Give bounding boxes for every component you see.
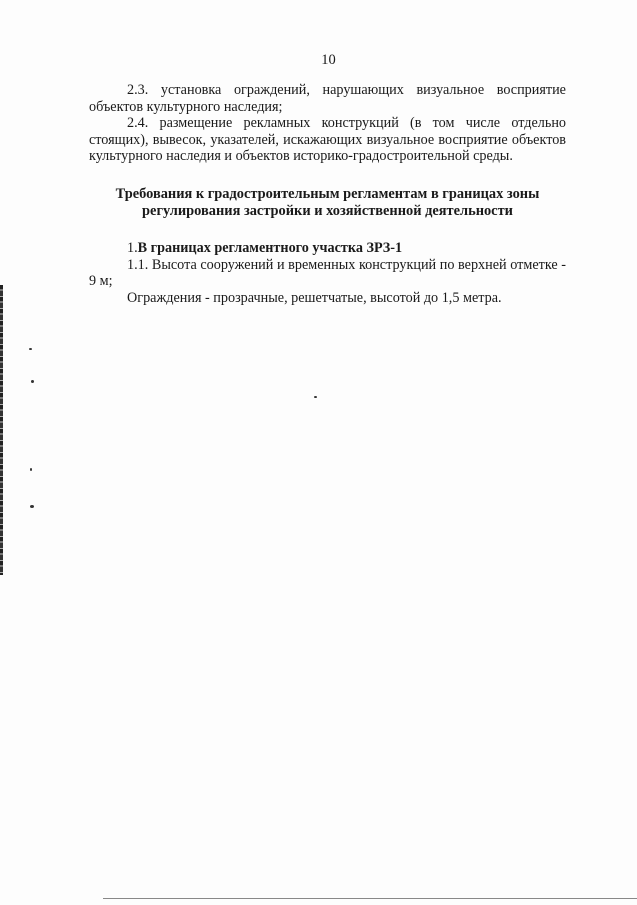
page-number: 10 (321, 52, 336, 68)
scan-speck (30, 505, 34, 508)
list-item-2-3: 2.3. установка ограждений, нарушающих визуальное восприятие объектов культурного наследия; (89, 82, 566, 115)
scan-speck (314, 396, 317, 398)
regulation-item-1-1: 1.1. Высота сооружений и временных конструкций по верхней отметке - 9 м; (89, 256, 566, 290)
section-heading: Требования к градостроительным регламентам в границах зоны регулирования застройки и хозяйственной деятельности (115, 185, 540, 219)
scan-bottom-edge (103, 898, 637, 899)
subsection-title (89, 240, 566, 257)
scan-speck (31, 380, 34, 383)
document-body (89, 82, 566, 306)
scan-speck (29, 348, 32, 350)
list-item-2-4: 2.4. размещение рекламных конструкций (в том числе отдельно стоящих), вывесок, указателей, искажающих визуальное восприятие объектов культурного наследия и объектов историко-градостроительной среды. (89, 115, 566, 165)
scan-edge-artifact (0, 285, 3, 575)
subsection-number: 1. (127, 239, 138, 256)
subsection-title-text: В границах регламентного участка ЗРЗ-1 (137, 239, 403, 256)
regulation-item-fences: Ограждения - прозрачные, решетчатые, высотой до 1,5 метра. (127, 289, 502, 306)
scan-speck (30, 468, 32, 471)
